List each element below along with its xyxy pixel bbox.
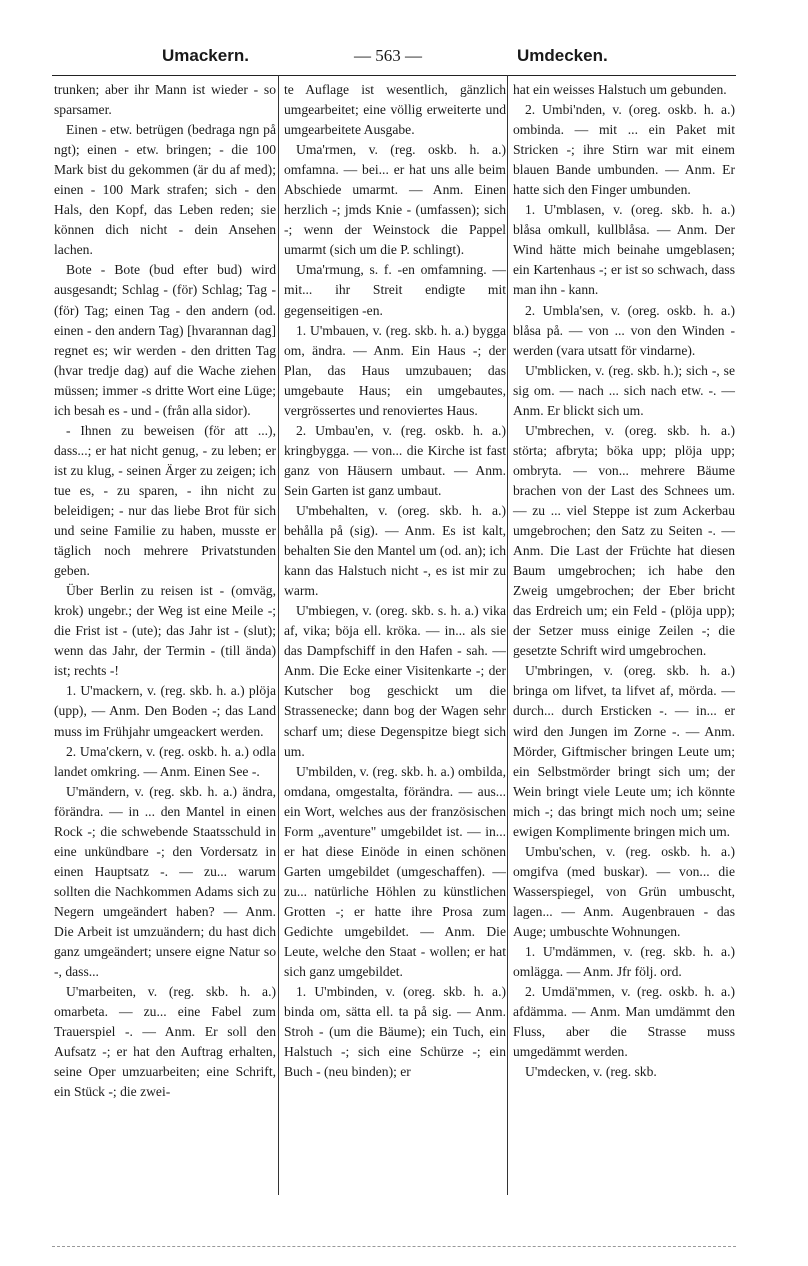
entry-paragraph: 1. U'mbinden, v. (oreg. skb. h. a.) binda om, sätta ell. ta på sig. — Anm. Stroh - (um die Bäume); ein Tuch, ein Halstuch -; sich eine Schürze -; ein Buch - (neu binden); er: [284, 984, 506, 1080]
entry-paragraph: 1. U'mblasen, v. (oreg. skb. h. a.) blåsa omkull, kullblåsa. — Anm. Der Wind hätte mich beinahe umgeblasen; ein Kartenhaus -; er ist so schwach, dass man ihn - kann.: [513, 202, 735, 298]
column-3: [513, 80, 735, 1082]
column-2: [284, 80, 506, 1082]
column-divider-left: [278, 75, 279, 1195]
entry-paragraph: U'mbringen, v. (oreg. skb. h. a.) bringa om lifvet, ta lifvet af, mörda. — durch... durch Ersticken -. — in... er wird den Jungen im Zorne -. — Anm. Mörder, Giftmischer bringen Leute um; ein Selbstmörder bringt sich um; der Wein bringt viele Leute um; ich könnte mich -; das bringt mich noch um; seine ewigen Komplimente bringen mich um.: [513, 663, 735, 839]
entry-paragraph: U'mbilden, v. (reg. skb. h. a.) ombilda, omdana, omgestalta, förändra. — aus... ein Wort, welches aus der französischen Form „aventure" umgebildet ist. — in... er hat diese Einöde in einen schönen Garten umgebildet (umgeschaffen). — zu... natürliche Höhlen zu künstlichen Grotten -; er hatte ihre Prosa zum Gedichte umgebildet. — Anm. Die Leute, welche den Staat - wollen; er hat sich ganz umgebildet.: [284, 763, 506, 980]
entry-paragraph: 1. U'mbauen, v. (reg. skb. h. a.) bygga om, ändra. — Anm. Ein Haus -; der Plan, das Haus umzubauen; das umgebaute Haus; ein umgebautes, vergrössertes und renoviertes Haus.: [284, 322, 506, 418]
entry-paragraph: U'marbeiten, v. (reg. skb. h. a.) omarbeta. — zu... eine Fabel zum Trauerspiel -. — Anm. Er soll den Aufsatz -; er hat den Auftrag erhalten, seine Oper umzuarbeiten; eine Schrift, ein Stück -; die zwei-: [54, 984, 276, 1100]
entry-paragraph: U'mbrechen, v. (oreg. skb. h. a.) störta; afbryta; böka upp; plöja upp; ombryta. — von... mehrere Bäume brachen von der Last des Schnees um. — zu ... viel Steppe ist zum Ackerbau umgebrochen; den Satz zu Seiten -. — Anm. Die Last der Früchte hat diesen Baum umgebrochen; ich habe den Zweig umgebrochen; der Eber bricht das Erdreich um; ein Feld - (plöja upp); der Setzer muss einige Zeilen -; die gesetzte Schrift wird umgebrochen.: [513, 422, 735, 659]
entry-paragraph: trunken; aber ihr Mann ist wieder - so sparsamer.: [54, 82, 276, 118]
page-number: — 563 —: [354, 46, 422, 65]
entry-paragraph: te Auflage ist wesentlich, gänzlich umgearbeitet; eine völlig erweiterte und umgearbeitete Ausgabe.: [284, 82, 506, 138]
entry-paragraph: Umbu'schen, v. (reg. oskb. h. a.) omgifva (med buskar). — von... die Wasserspiegel, von Grün umbuscht, lagen... — Anm. Augenbrauen - das Auge; umbuschte Wohnungen.: [513, 843, 735, 939]
entry-paragraph: - Ihnen zu beweisen (för att ...), dass...; er hat nicht genug, - zu leben; er ist zu klug, - seinen Ärger zu zeigen; ich tue es, - zu sparen, - ihn nicht zu beleidigen; - nur das liebe Brot für sich und seine Familie zu haben, musste er täglich noch mehrere Privatstunden geben.: [54, 422, 276, 579]
entry-paragraph: hat ein weisses Halstuch um gebunden.: [513, 82, 727, 97]
column-divider-right: [507, 75, 508, 1195]
bottom-scan-line: [52, 1246, 736, 1247]
entry-paragraph: Bote - Bote (bud efter bud) wird ausgesandt; Schlag - (för) Schlag; Tag - (för) Tag; einen Tag - den andern (od. einen - den andern Tag) [hvarannan dag] regnet es; wir werden - den dritten Tag (hvar tredje dag) auf die Wache ziehen müssen; immer -s dritte Wort eine Lüge; ich besah es - und - (från alla sidor).: [54, 262, 276, 418]
entry-paragraph: Über Berlin zu reisen ist - (omväg, krok) ungebr.; der Weg ist eine Meile -; die Frist ist - (ute); das Jahr ist - (slut); wenn das Jahr, der Termin - (till ända) ist; rechts -!: [54, 583, 276, 679]
entry-paragraph: Einen - etw. betrügen (bedraga ngn på ngt); einen - etw. bringen; - die 100 Mark bist du gekommen (är du af med); einen - 100 Mark strafen; sich - den Hals, den Kopf, das Leben reden; sie können dich nicht - dein Ansehen lachen.: [54, 122, 276, 258]
entry-paragraph: U'mbiegen, v. (oreg. skb. s. h. a.) vika af, vika; böja ell. kröka. — in... als sie das Dampfschiff in den Hafen - sah. — Anm. Die Ecke einer Visitenkarte -; der Kutscher bog geschickt um die Strassenecke; dann bog der Wagen sehr scharf um; diese Degenspitze biegt sich um.: [284, 603, 506, 759]
entry-paragraph: 2. Umbau'en, v. (reg. oskb. h. a.) kringbygga. — von... die Kirche ist fast ganz von Häusern umbaut. — Anm. Sein Garten ist ganz umbaut.: [284, 422, 506, 498]
entry-paragraph: 2. Uma'ckern, v. (reg. oskb. h. a.) odla landet omkring. — Anm. Einen See -.: [54, 743, 276, 779]
entry-paragraph: 1. U'mdämmen, v. (reg. skb. h. a.) omlägga. — Anm. Jfr följ. ord.: [513, 944, 735, 980]
header-rule: [52, 75, 736, 76]
entry-paragraph: 2. Umdä'mmen, v. (reg. oskb. h. a.) afdämma. — Anm. Man umdämmt den Fluss, aber die Strasse muss umgedämmt werden.: [513, 984, 735, 1060]
entry-paragraph: Uma'rmung, s. f. -en omfamning. — mit... ihr Streit endigte mit gegenseitigen -en.: [284, 262, 506, 318]
entry-paragraph: 2. Umbi'nden, v. (oreg. oskb. h. a.) ombinda. — mit ... ein Paket mit Stricken -; ihre Stirn war mit einem blauen Bande umbunden. — Anm. Er hatte sich den Finger umbunden.: [513, 102, 735, 198]
entry-paragraph: Uma'rmen, v. (reg. oskb. h. a.) omfamna. — bei... er hat uns alle beim Abschiede umarmt. — Anm. Einen herzlich -; jmds Knie - (umfassen); sich -; wenn der Weinstock die Pappel umarmt (sich um die P. schlingt).: [284, 142, 506, 258]
column-1: [54, 80, 276, 1102]
entry-paragraph: 1. U'mackern, v. (reg. skb. h. a.) plöja (upp), — Anm. Den Boden -; das Land muss im Frühjahr umgeackert werden.: [54, 683, 276, 739]
entry-paragraph: U'mbehalten, v. (oreg. skb. h. a.) behålla på (sig). — Anm. Es ist kalt, behalten Sie den Mantel um (od. an); ich kann das Halstuch nicht -, es ist mir zu warm.: [284, 502, 506, 599]
entry-paragraph: 2. Umbla'sen, v. (oreg. oskb. h. a.) blåsa på. — von ... von den Winden - werden (vara utsatt för vindarne).: [513, 302, 735, 358]
page-header: [0, 44, 808, 74]
entry-paragraph: U'mändern, v. (reg. skb. h. a.) ändra, förändra. — in ... den Mantel in einen Rock -; die schwebende Staatsschuld in eine unkündbare -; den Vordersatz in einen Hauptsatz -. — zu... warum sollten die Nachkommen Adams sich zu Negern umgeändert haben? — Anm. Die Arbeit ist umzuändern; du hast dich ganz umgeändert; unsere eigne Natur so -, dass...: [54, 783, 276, 980]
header-left-guide-word: Umackern.: [162, 46, 249, 65]
header-right-guide-word: Umdecken.: [517, 46, 608, 65]
entry-paragraph: U'mblicken, v. (reg. skb. h.); sich -, se sig om. — nach ... sich nach etw. -. — Anm. Er blickt sich um.: [513, 362, 735, 418]
entry-paragraph: U'mdecken, v. (reg. skb.: [525, 1064, 657, 1080]
